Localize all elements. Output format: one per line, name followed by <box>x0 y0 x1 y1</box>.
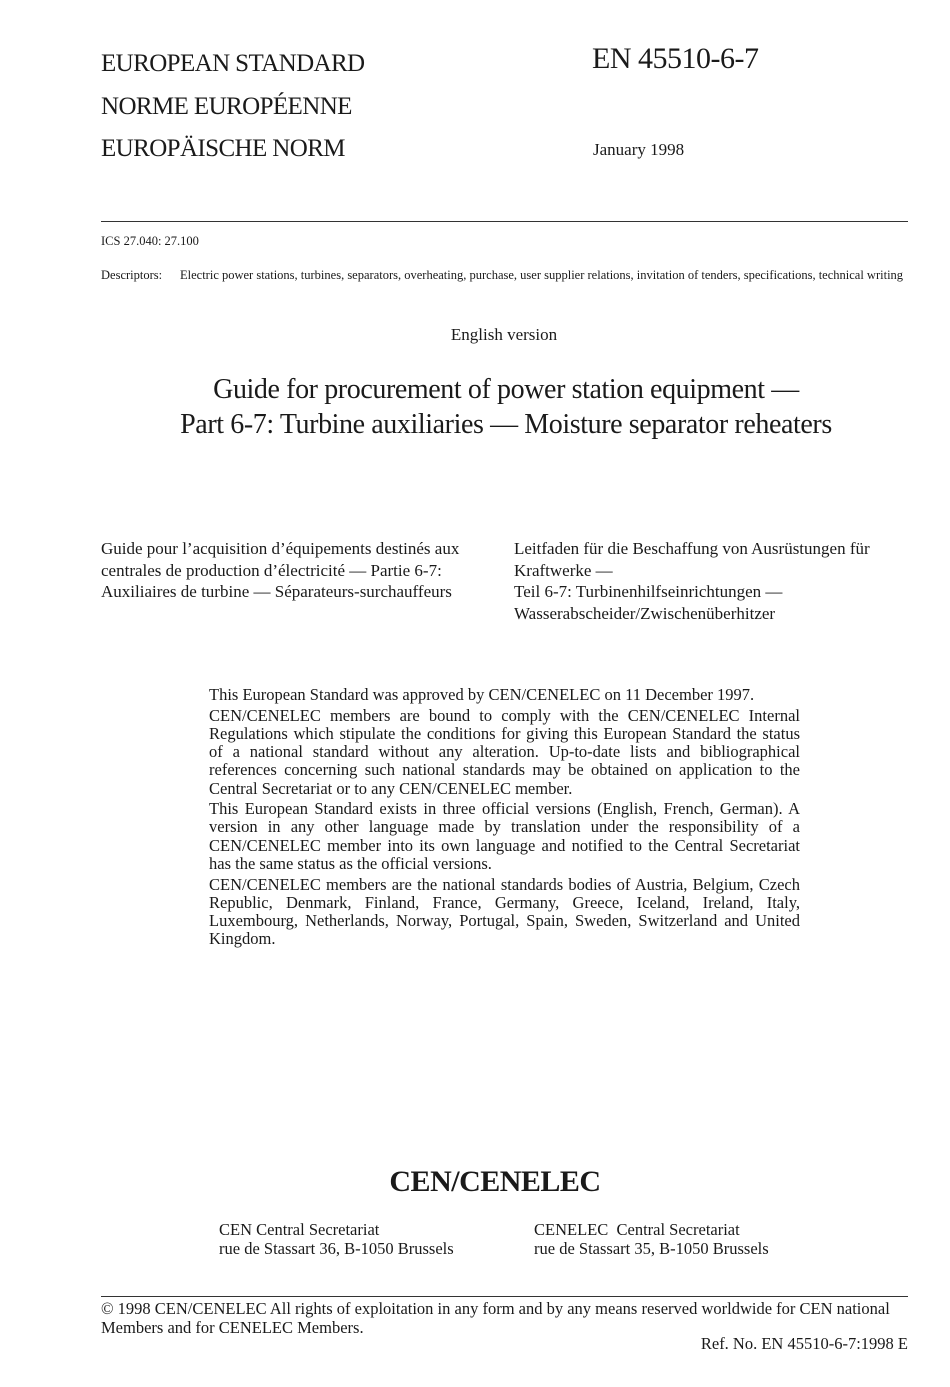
language-version: English version <box>450 325 558 344</box>
approval-paragraph: CEN/CENELEC members are the national standards bodies of Austria, Belgium, Czech Republic, Denmark, Finland, France, Germany, Greece, Iceland, Ireland, Italy, Luxembourg, Netherlands, Norway, Portugal, Spain, Sweden, Switzerland and United Kingdom. <box>209 874 800 949</box>
organization-name: CEN/CENELEC <box>389 1165 601 1198</box>
approval-paragraph: CEN/CENELEC members are bound to comply with the CEN/CENELEC Internal Regulations which stipulate the conditions for giving this European Standard the status of a national standard without any alteration. Up-to-date lists and bibliographical references concerning such national standards may be obtained on application to the Central Secretariat or to any CEN/CENELEC member. <box>209 705 800 798</box>
header-divider <box>101 221 908 222</box>
document-title <box>0 372 950 442</box>
ics-code: ICS 27.040: 27.100 <box>101 234 199 248</box>
document-title-line-1: Guide for procurement of power station equipment — <box>213 374 799 405</box>
reference-number: Ref. No. EN 45510-6-7:1998 E <box>700 1334 908 1353</box>
publication-date: January 1998 <box>593 140 685 159</box>
approval-paragraph: This European Standard was approved by CEN/CENELEC on 11 December 1997. <box>209 685 755 704</box>
cen-street: rue de Stassart 36, B-1050 Brussels <box>219 1239 454 1258</box>
title-french: Guide pour l’acquisition d’équipements destinés aux centrales de production d’électricité — Partie 6-7: Auxiliaires de turbine — Séparateurs-surchauffeurs <box>101 539 460 601</box>
copyright-notice: © 1998 CEN/CENELEC All rights of exploitation in any form and by any means reserved worldwide for CEN national Members and for CENELEC Members. <box>101 1299 890 1337</box>
standard-title-english: EUROPEAN STANDARD <box>101 50 365 77</box>
cen-address <box>219 1220 454 1258</box>
document-title-line-2: Part 6-7: Turbine auxiliaries — Moisture separator reheaters <box>180 409 832 440</box>
cenelec-secretariat-name: CENELEC Central Secretariat <box>534 1220 740 1239</box>
cenelec-street: rue de Stassart 35, B-1050 Brussels <box>534 1239 769 1258</box>
document-number: EN 45510-6-7 <box>592 42 759 75</box>
approval-paragraph: This European Standard exists in three official versions (English, French, German). A version in any other language made by translation under the responsibility of a CEN/CENELEC member into its own language and notified to the Central Secretariat has the same status as the official versions. <box>209 799 800 873</box>
standard-title-french: NORME EUROPÉENNE <box>101 93 352 120</box>
approval-notice <box>209 686 800 951</box>
title-german-line-2: Teil 6-7: Turbinenhilfseinrichtungen — Wasserabscheider/Zwischenüberhitzer <box>514 582 783 623</box>
footer-divider <box>101 1296 908 1297</box>
descriptors-label: Descriptors: <box>101 268 163 282</box>
title-german-line-1: Leitfaden für die Beschaffung von Ausrüstungen für Kraftwerke — <box>514 539 870 580</box>
standard-title-german: EUROPÄISCHE NORM <box>101 135 345 162</box>
cen-secretariat-name: CEN Central Secretariat <box>219 1220 380 1239</box>
title-german <box>514 538 914 624</box>
descriptors-text: Electric power stations, turbines, separators, overheating, purchase, user supplier relations, invitation of tenders, specifications, technical writing <box>180 268 904 282</box>
cenelec-address <box>534 1220 769 1258</box>
